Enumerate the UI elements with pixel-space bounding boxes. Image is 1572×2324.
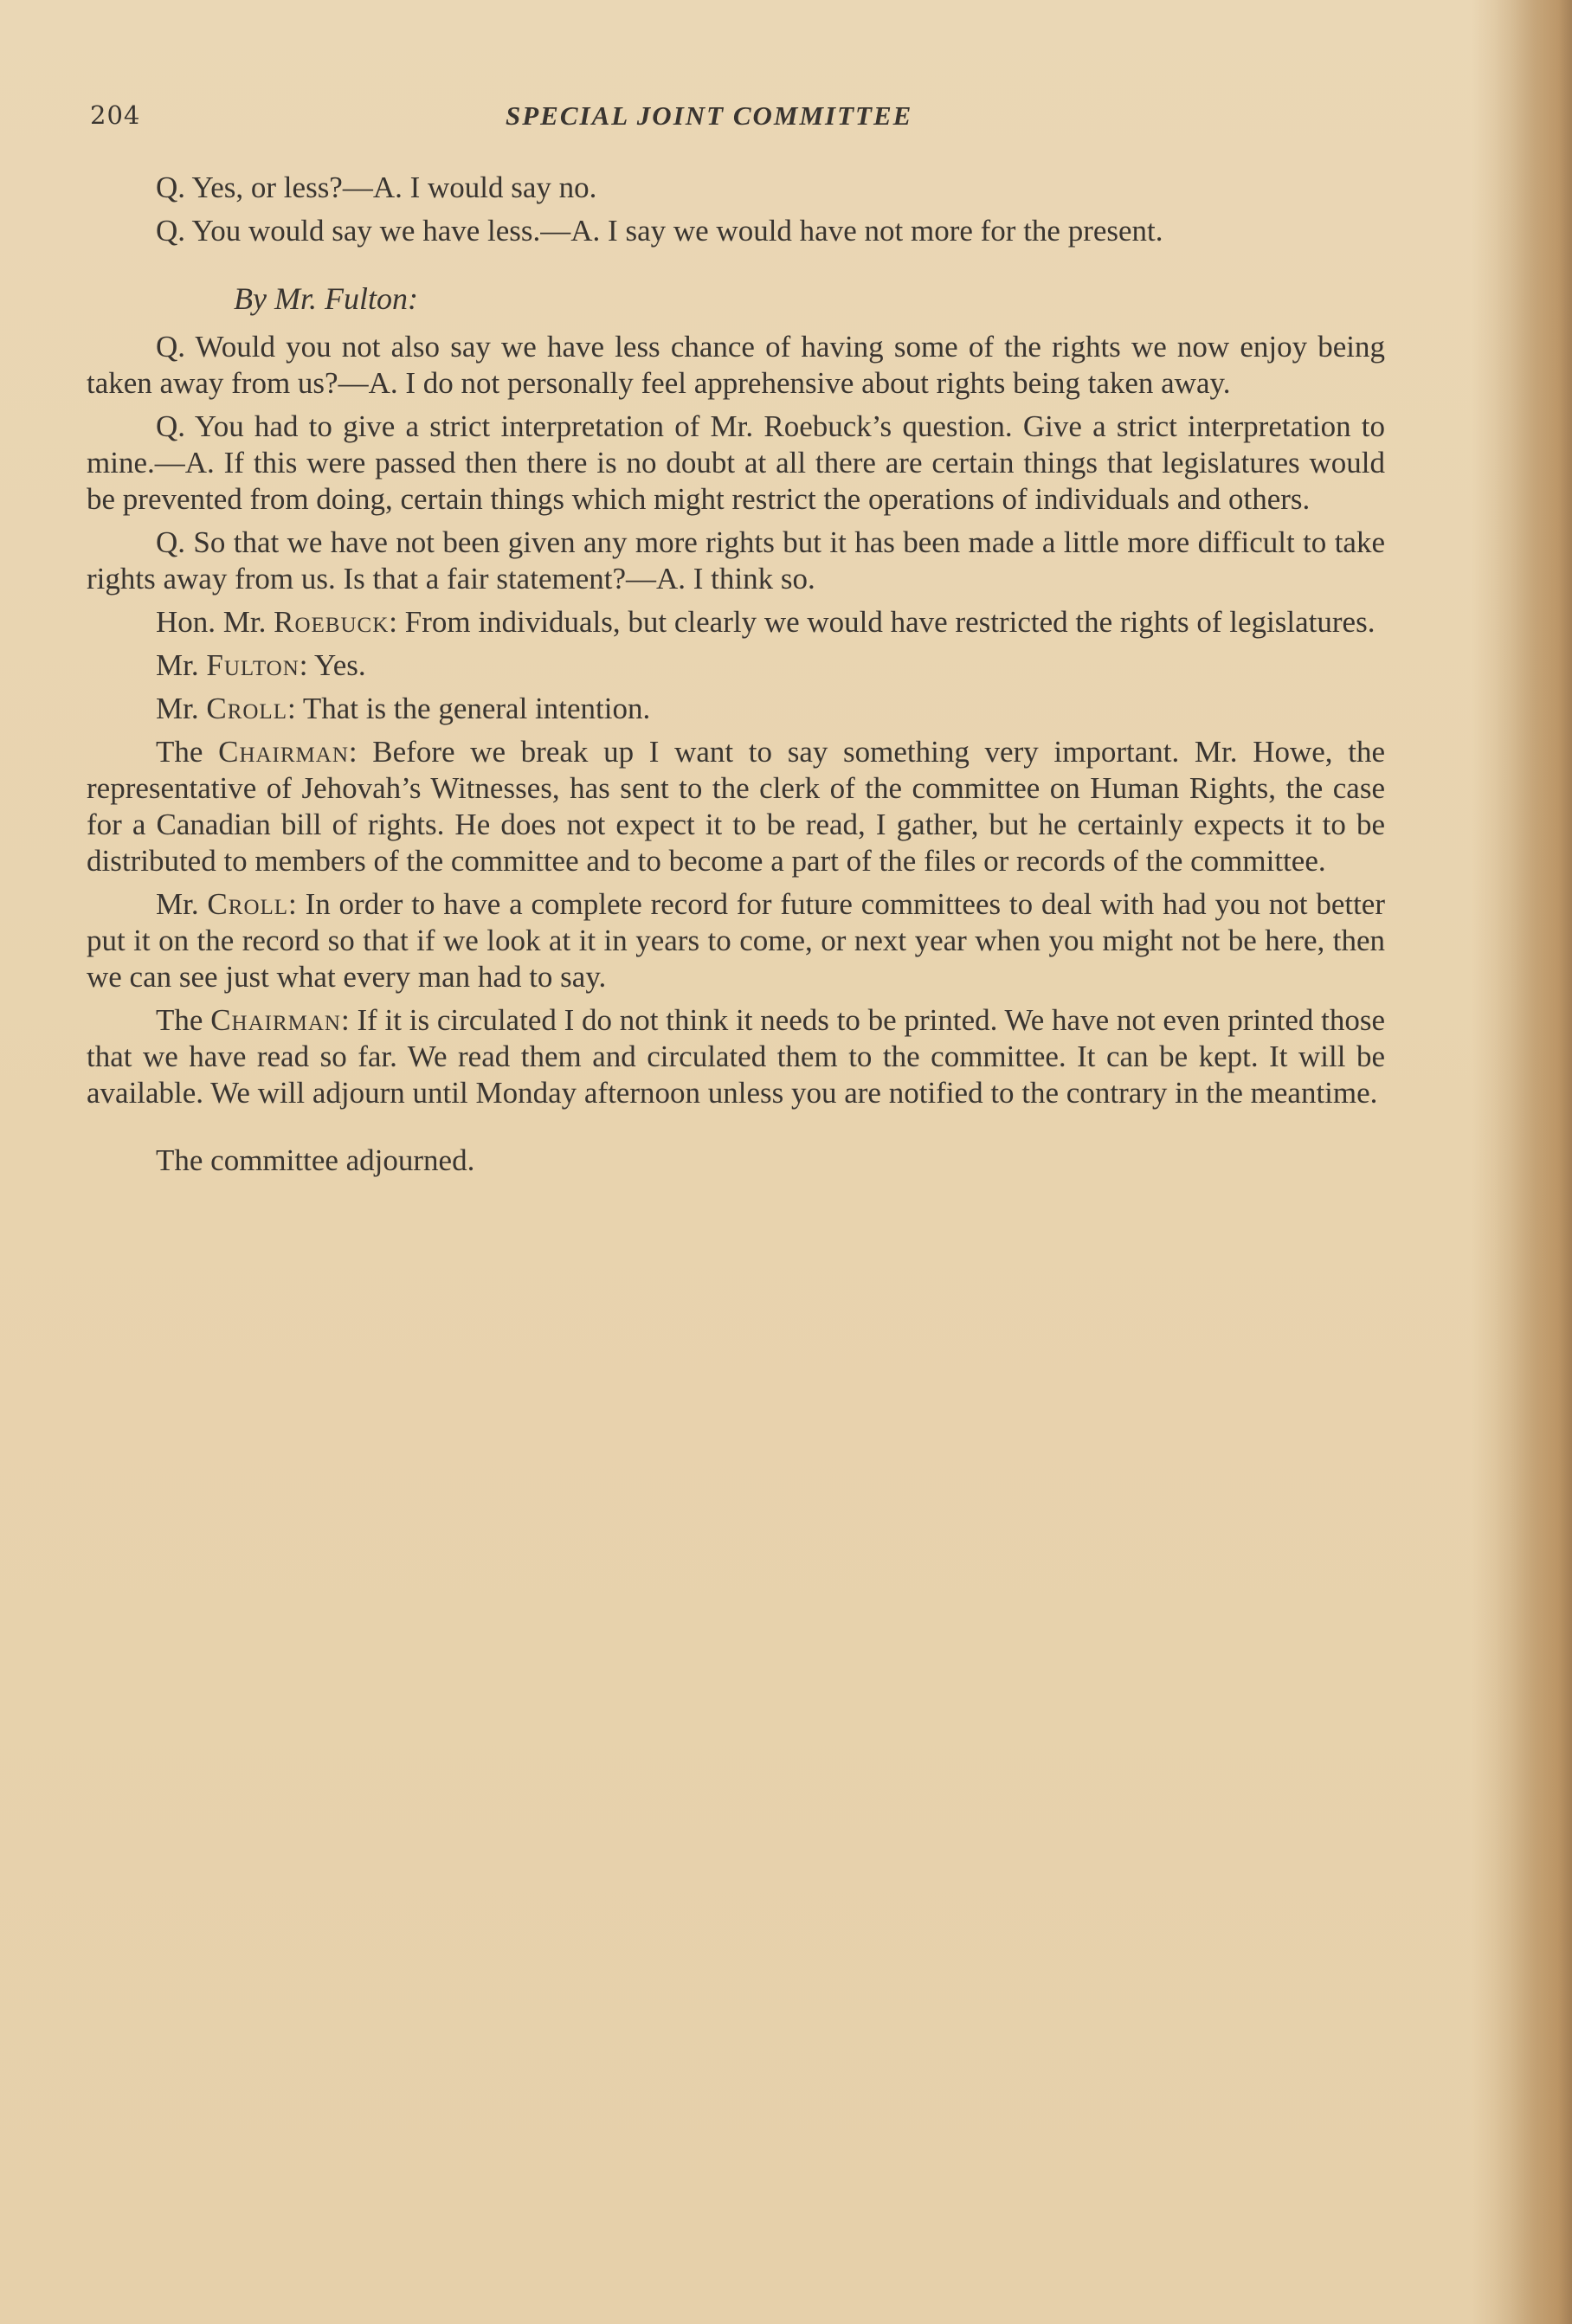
speaker-name: Fulton [206,648,300,682]
paragraph-qa-1: Q. Yes, or less?—A. I would say no. [156,171,597,204]
examiner-subheading: By Mr. Fulton: [234,281,418,316]
speaker-name: Chairman [210,1003,341,1037]
page-edge-stain [1494,0,1572,2324]
paragraph-chairman-2 [87,1002,1385,1111]
speaker-name: Croll [206,692,287,725]
paragraph-qa-5: Q. So that we have not been given any more rights but it has been made a little more difficult to take rights away from us. Is that a fair statement?—A. I think so. [87,525,1385,595]
paragraph-croll-2 [87,886,1385,995]
paragraph-qa-4: Q. You had to give a strict interpretation of Mr. Roebuck’s question. Give a strict interpretation to mine.—A. If this were passed then there is no doubt at all there are certain things that legislatures would be prevented from doing, certain things which might restrict the operations of individuals and others. [87,409,1385,516]
page-number: 204 [90,100,141,130]
speech-text: : From individuals, but clearly we would have restricted the rights of legislatures. [389,605,1376,639]
paragraph-qa-3: Q. Would you not also say we have less chance of having some of the rights we now enjoy being taken away from us?—A. I do not personally feel apprehensive about rights being taken away. [87,330,1385,400]
paragraph-roebuck [87,604,1385,641]
speech-text: : That is the general intention. [287,692,651,725]
speaker-name: Croll [207,887,289,921]
speech-text: : Before we break up I want to say something very important. Mr. Howe, the representative of Jehovah’s Witnesses, has sent to the clerk of the committee on Human Rights, the case for a Canadian bill of rights. He does not expect it to be read, I gather, but he certainly expects it to be distributed to members of the committee and to become a part of the files or records of the committee. [87,735,1385,878]
paragraph-croll-1 [87,691,1385,727]
speaker-prefix: Hon. Mr. [156,605,274,639]
speaker-name: Chairman [218,735,349,769]
paragraph-fulton [87,647,1385,684]
speaker-prefix: Mr. [156,692,207,725]
speech-text: : If it is circulated I do not think it needs to be printed. We have not even printed those that we have read so far. We read them and circulated them to the committee. It can be kept. It will be available. We will adjourn until Monday afternoon unless you are notified to the contrary in the meantime. [87,1003,1385,1110]
paragraph-chairman-1 [87,734,1385,879]
speaker-prefix: The [156,1003,211,1037]
speaker-prefix: Mr. [156,887,208,921]
paragraph-qa-2: Q. You would say we have less.—A. I say we would have not more for the present. [156,214,1163,248]
speaker-prefix: Mr. [156,648,207,682]
body-text [87,170,1385,1186]
speech-text: : Yes. [299,648,366,682]
running-title: SPECIAL JOINT COMMITTEE [506,100,913,131]
speaker-name: Roebuck [274,605,390,639]
speaker-prefix: The [156,735,219,769]
speech-text: : In order to have a complete record for future committees to deal with had you not better put it on the record so that if we look at it in years to come, or next year when you might not be here, then we can see just what every man had to say. [87,887,1385,994]
page-header [90,100,982,144]
adjournment-note: The committee adjourned. [156,1143,475,1177]
